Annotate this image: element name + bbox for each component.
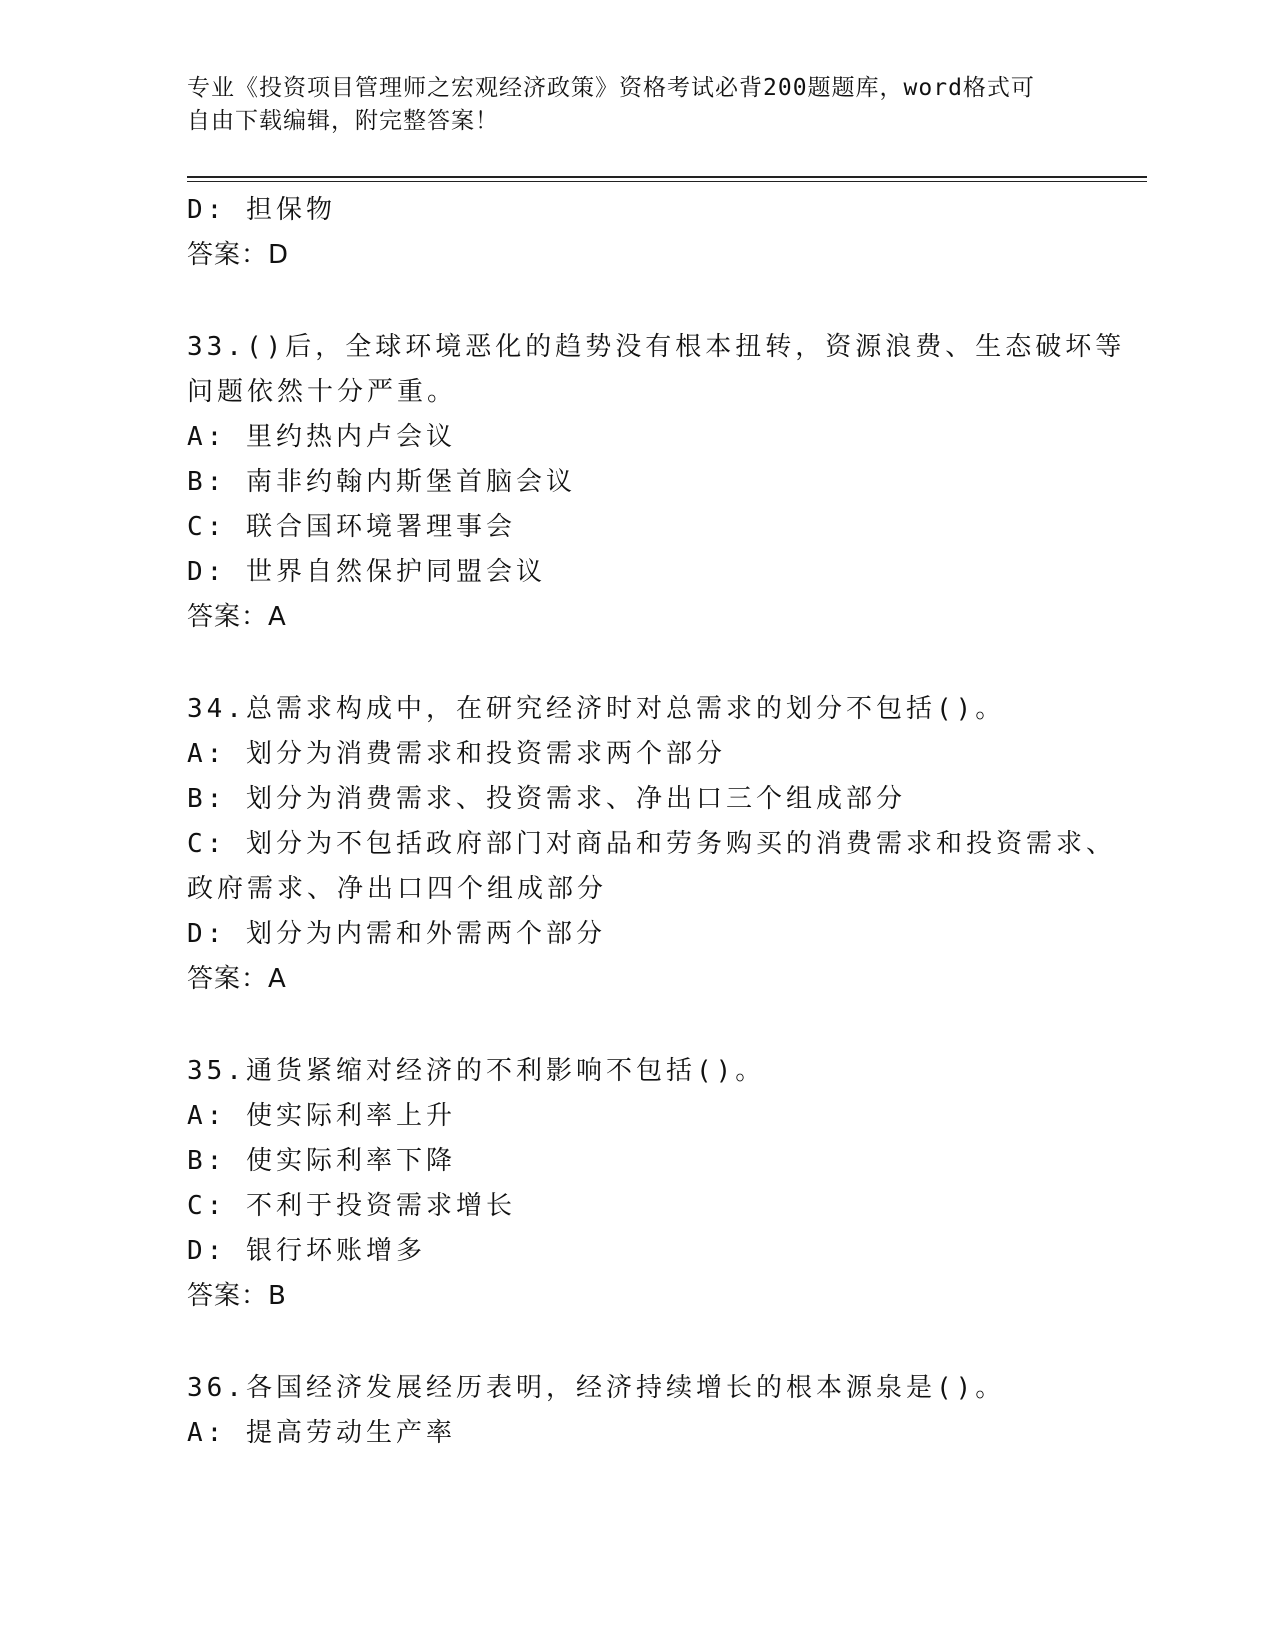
- header-line-1: 专业《投资项目管理师之宏观经济政策》资格考试必背200题题库，word格式可: [187, 75, 1035, 101]
- question-33-option-d: D: 世界自然保护同盟会议: [187, 557, 546, 587]
- header-divider-top: [187, 176, 1147, 178]
- question-35-option-a: A: 使实际利率上升: [187, 1101, 456, 1131]
- question-33-option-c: C: 联合国环境署理事会: [187, 512, 516, 542]
- question-33-stem-2: 问题依然十分严重。: [187, 377, 458, 407]
- question-33-option-a: A: 里约热内卢会议: [187, 422, 456, 452]
- question-33-stem-1: 33.()后，全球环境恶化的趋势没有根本扭转，资源浪费、生态破坏等: [187, 332, 1126, 362]
- prev-option-d: D: 担保物: [187, 195, 336, 225]
- question-34-option-c: C: 划分为不包括政府部门对商品和劳务购买的消费需求和投资需求、: [187, 829, 1116, 859]
- question-36-stem: 36.各国经济发展经历表明，经济持续增长的根本源泉是()。: [187, 1373, 1006, 1403]
- question-35-stem: 35.通货紧缩对经济的不利影响不包括()。: [187, 1056, 766, 1086]
- question-34-option-b: B: 划分为消费需求、投资需求、净出口三个组成部分: [187, 784, 906, 814]
- header-divider-bottom: [187, 181, 1147, 182]
- prev-answer: 答案：D: [187, 240, 290, 270]
- question-34-option-a: A: 划分为消费需求和投资需求两个部分: [187, 739, 726, 769]
- question-34-option-c-cont: 政府需求、净出口四个组成部分: [187, 874, 608, 904]
- question-34-answer: 答案：A: [187, 964, 287, 994]
- question-35-option-b: B: 使实际利率下降: [187, 1146, 456, 1176]
- question-list: [187, 188, 1126, 1456]
- question-35-option-d: D: 银行坏账增多: [187, 1236, 426, 1266]
- question-34-option-d: D: 划分为内需和外需两个部分: [187, 919, 606, 949]
- document-header: [187, 72, 1087, 138]
- header-line-2: 自由下载编辑，附完整答案！: [187, 108, 499, 134]
- question-33-option-b: B: 南非约翰内斯堡首脑会议: [187, 467, 576, 497]
- question-34-stem: 34.总需求构成中，在研究经济时对总需求的划分不包括()。: [187, 694, 1006, 724]
- question-33-answer: 答案：A: [187, 602, 287, 632]
- question-36-option-a: A: 提高劳动生产率: [187, 1418, 456, 1448]
- question-35-option-c: C: 不利于投资需求增长: [187, 1191, 516, 1221]
- question-35-answer: 答案：B: [187, 1281, 287, 1311]
